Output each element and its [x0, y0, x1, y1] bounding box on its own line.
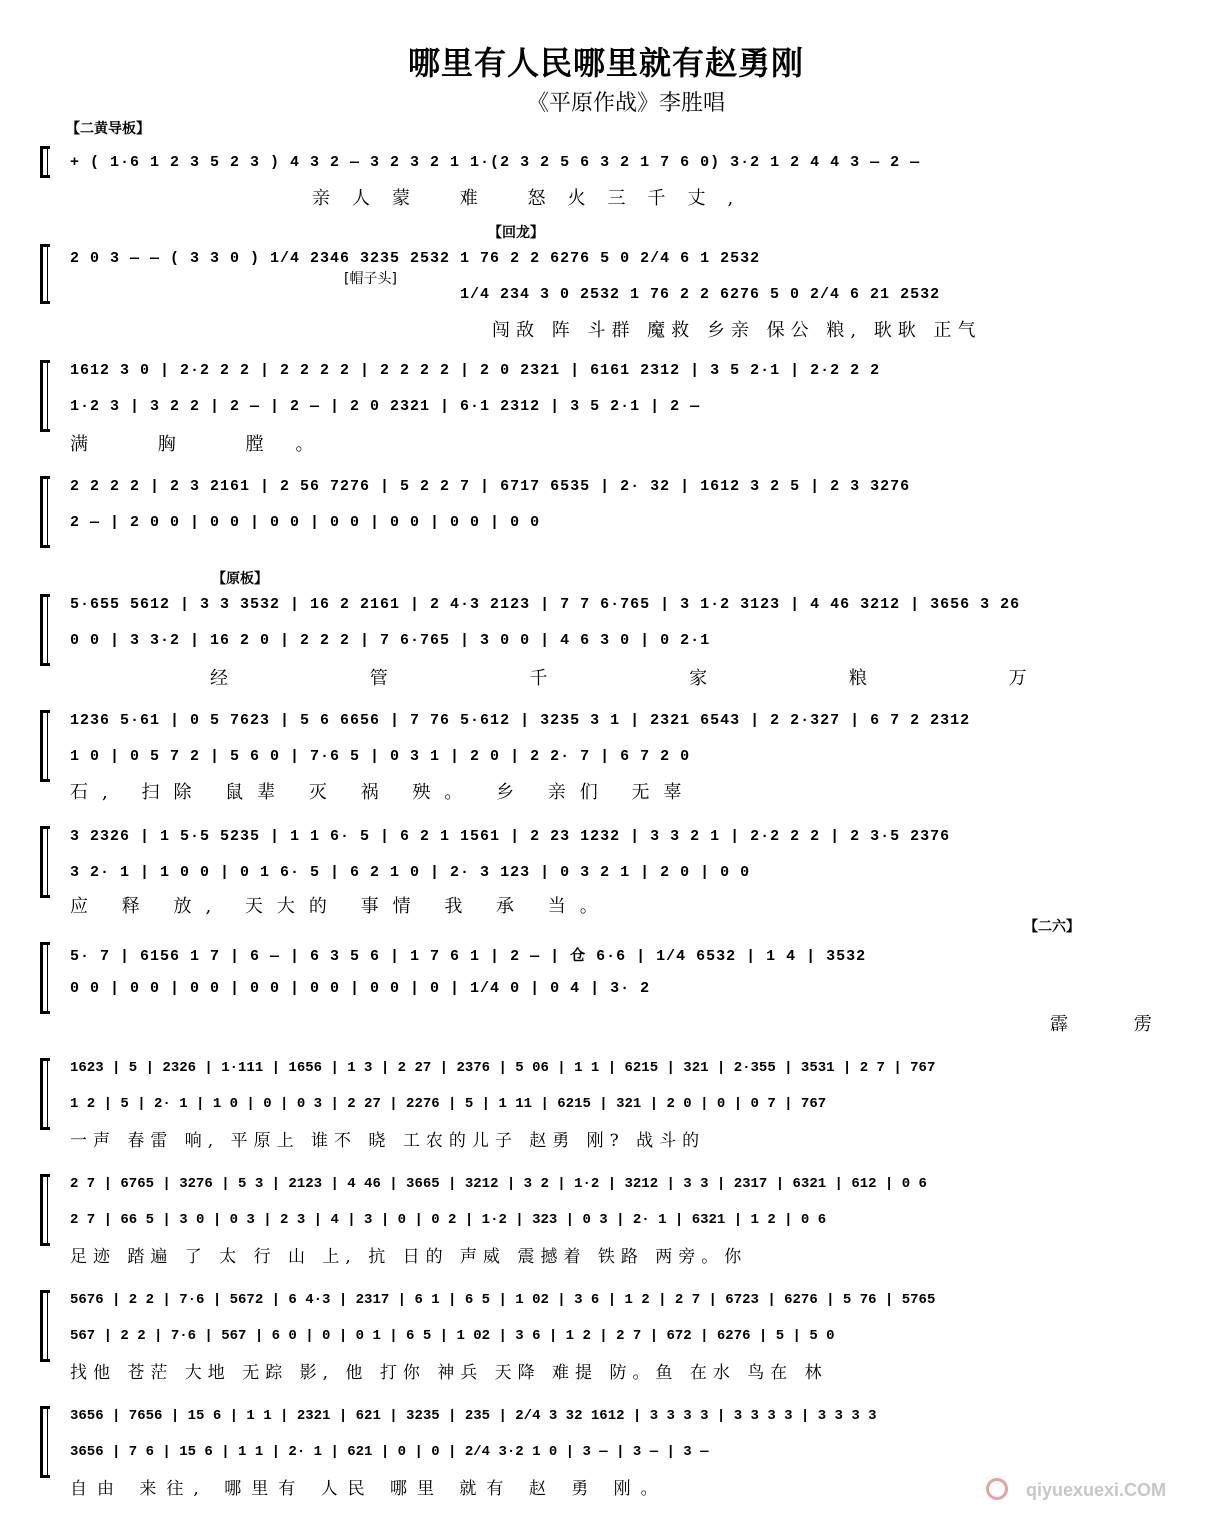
score-system-8 — [0, 938, 1212, 1038]
system-lyrics: 找他 苍茫 大地 无踪 影, 他 打你 神兵 天降 难提 防。鱼 在水 鸟在 林 — [70, 1363, 828, 1383]
system-notes-top: 5·655 5612 | 3 3 3532 | 16 2 2161 | 2 4·3 2123 | 7 7 6·765 | 3 1·2 3123 | 4 46 3212 | 3656 3 26 — [70, 596, 1021, 613]
system-lyrics: 足迹 踏遍 了 太 行 山 上, 抗 日的 声威 震撼着 铁路 两旁。你 — [70, 1247, 748, 1267]
score-system-4 — [0, 472, 1212, 552]
score-system-7 — [0, 822, 1212, 922]
score-system-1 — [0, 140, 1212, 210]
system-bracket — [40, 1406, 50, 1478]
system-lyrics: 经 管 千 家 粮 万 — [210, 668, 1095, 689]
system-lyrics: 闯敌 阵 斗群 魔救 乡亲 保公 粮, 耿耿 正气 — [492, 320, 982, 341]
system-notes-top: 1612 3 0 | 2·2 2 2 | 2 2 2 2 | 2 2 2 2 | 2 0 2321 | 6161 2312 | 3 5 2·1 | 2·2 2 2 — [70, 362, 881, 379]
score-system-2 — [0, 240, 1212, 340]
system-lyrics: 亲人蒙 难 怒火三千丈, — [312, 188, 756, 209]
system-notes-top: 2 2 2 2 | 2 3 2161 | 2 56 7276 | 5 2 2 7 | 6717 6535 | 2· 32 | 1612 3 2 5 | 2 3 3276 — [70, 478, 911, 495]
system-notes-bottom: 0 0 | 3 3·2 | 16 2 0 | 2 2 2 | 7 6·765 | 3 0 0 | 4 6 3 0 | 0 2·1 — [70, 632, 711, 649]
score-system-3 — [0, 356, 1212, 456]
section-label-huilong: 【回龙】 — [488, 225, 544, 241]
system-bracket — [40, 1058, 50, 1130]
watermark: qiyuexuexi.COM — [1025, 1480, 1166, 1500]
system-notes-top: 3 2326 | 1 5·5 5235 | 1 1 6· 5 | 6 2 1 1561 | 2 23 1232 | 3 3 2 1 | 2·2 2 2 | 2 3·5 2376 — [70, 828, 951, 845]
system-bracket — [40, 594, 50, 666]
system-notes-top: 5· 7 | 6156 1 7 | 6 — | 6 3 5 6 | 1 7 6 1 | 2 — | 仓 6·6 | 1/4 6532 | 1 4 | 3532 — [70, 948, 867, 965]
system-notes-top: 1623 | 5 | 2326 | 1·111 | 1656 | 1 3 | 2 27 | 2376 | 5 06 | 1 1 | 6215 | 321 | 2·355 | 3531 | 2 7 | 767 — [70, 1060, 936, 1076]
system-notes-top: 1236 5·61 | 0 5 7623 | 5 6 6656 | 7 76 5·612 | 3235 3 1 | 2321 6543 | 2 2·327 | 6 7 2 2312 — [70, 712, 971, 729]
system-notes-top: 2 0 3 — — ( 3 3 0 ) 1/4 2346 3235 2532 1 76 2 2 6276 5 0 2/4 6 1 2532 — [70, 250, 761, 267]
system-notes: + ( 1·6 1 2 3 5 2 3 ) 4 3 2 — 3 2 3 2 1 1·(2 3 2 5 6 3 2 1 7 6 0) 3·2 1 2 4 4 3 — 2 — — [70, 154, 921, 171]
system-notes-bottom: 567 | 2 2 | 7·6 | 567 | 6 0 | 0 | 0 1 | 6 5 | 1 02 | 3 6 | 1 2 | 2 7 | 672 | 6276 | 5 | 5 0 — [70, 1328, 835, 1344]
score-system-6 — [0, 706, 1212, 806]
page-title: 哪里有人民哪里就有赵勇刚 — [407, 44, 804, 82]
system-lyrics: 自由 来往, 哪里有 人民 哪里 就有 赵 勇 刚。 — [70, 1479, 668, 1499]
system-lyrics: 石, 扫除 鼠辈 灭 祸 殃。 乡 亲们 无辜 — [70, 782, 696, 803]
score-system-5 — [0, 590, 1212, 690]
system-bracket — [40, 476, 50, 548]
system-lyrics: 应 释 放, 天大的 事情 我 承 当。 — [70, 896, 612, 917]
system-notes-bottom: 1/4 234 3 0 2532 1 76 2 2 6276 5 0 2/4 6 21 2532 — [460, 286, 941, 303]
system-lyrics: 一声 春雷 响, 平原上 谁不 晓 工农的儿子 赵勇 刚? 战斗的 — [70, 1131, 706, 1151]
score-system-10 — [0, 1170, 1212, 1270]
system-bracket — [40, 1174, 50, 1246]
system-notes-top: 5676 | 2 2 | 7·6 | 5672 | 6 4·3 | 2317 | 6 1 | 6 5 | 1 02 | 3 6 | 1 2 | 2 7 | 6723 | 6276 | 5 76 | 5765 — [70, 1292, 936, 1308]
system-notes-bottom: 0 0 | 0 0 | 0 0 | 0 0 | 0 0 | 0 0 | 0 | 1/4 0 | 0 4 | 3· 2 — [70, 980, 651, 997]
score-system-9 — [0, 1054, 1212, 1154]
system-bracket — [40, 710, 50, 782]
system-notes-bottom: 3 2· 1 | 1 0 0 | 0 1 6· 5 | 6 2 1 0 | 2· 3 123 | 0 3 2 1 | 2 0 | 0 0 — [70, 864, 751, 881]
section-label-yuanban: 【原板】 — [212, 571, 268, 587]
system-notes-top: 2 7 | 6765 | 3276 | 5 3 | 2123 | 4 46 | 3665 | 3212 | 3 2 | 1·2 | 3212 | 3 3 | 2317 | 6321 | 612 | 0 6 — [70, 1176, 927, 1192]
system-notes-bottom: 1 2 | 5 | 2· 1 | 1 0 | 0 | 0 3 | 2 27 | 2276 | 5 | 1 11 | 6215 | 321 | 2 0 | 0 | 0 7 | 767 — [70, 1096, 827, 1112]
system-notes-bottom: 2 — | 2 0 0 | 0 0 | 0 0 | 0 0 | 0 0 | 0 0 | 0 0 — [70, 514, 541, 531]
system-bracket — [40, 146, 50, 178]
maozitou-label: [帽子头] — [344, 271, 397, 287]
system-notes-bottom: 1 0 | 0 5 7 2 | 5 6 0 | 7·6 5 | 0 3 1 | 2 0 | 2 2· 7 | 6 7 2 0 — [70, 748, 691, 765]
system-bracket — [40, 360, 50, 432]
watermark-logo-icon — [986, 1478, 1008, 1500]
system-notes-bottom: 2 7 | 66 5 | 3 0 | 0 3 | 2 3 | 4 | 3 | 0 | 0 2 | 1·2 | 323 | 0 3 | 2· 1 | 6321 | 1 2 | 0 6 — [70, 1212, 827, 1228]
system-bracket — [40, 1290, 50, 1362]
page-subtitle: 《平原作战》李胜唱 — [526, 91, 725, 116]
system-bracket — [40, 826, 50, 898]
system-bracket — [40, 244, 50, 304]
system-bracket — [40, 942, 50, 1014]
system-notes-bottom: 3656 | 7 6 | 15 6 | 1 1 | 2· 1 | 621 | 0 | 0 | 2/4 3·2 1 0 | 3 — | 3 — | 3 — — [70, 1444, 709, 1460]
section-label-erliu: 【二六】 — [1024, 919, 1080, 935]
system-notes-top: 3656 | 7656 | 15 6 | 1 1 | 2321 | 621 | 3235 | 235 | 2/4 3 32 1612 | 3 3 3 3 | 3 3 3 3 | 3 3 3 3 — [70, 1408, 877, 1424]
system-lyrics: 满 胸 膛。 — [70, 434, 346, 455]
score-system-11 — [0, 1286, 1212, 1386]
section-label-erhuang-daoban: 【二黄导板】 — [66, 121, 150, 137]
system-notes-bottom: 1·2 3 | 3 2 2 | 2 — | 2 — | 2 0 2321 | 6·1 2312 | 3 5 2·1 | 2 — — [70, 398, 701, 415]
system-lyrics: 霹 雳 — [1050, 1014, 1182, 1035]
